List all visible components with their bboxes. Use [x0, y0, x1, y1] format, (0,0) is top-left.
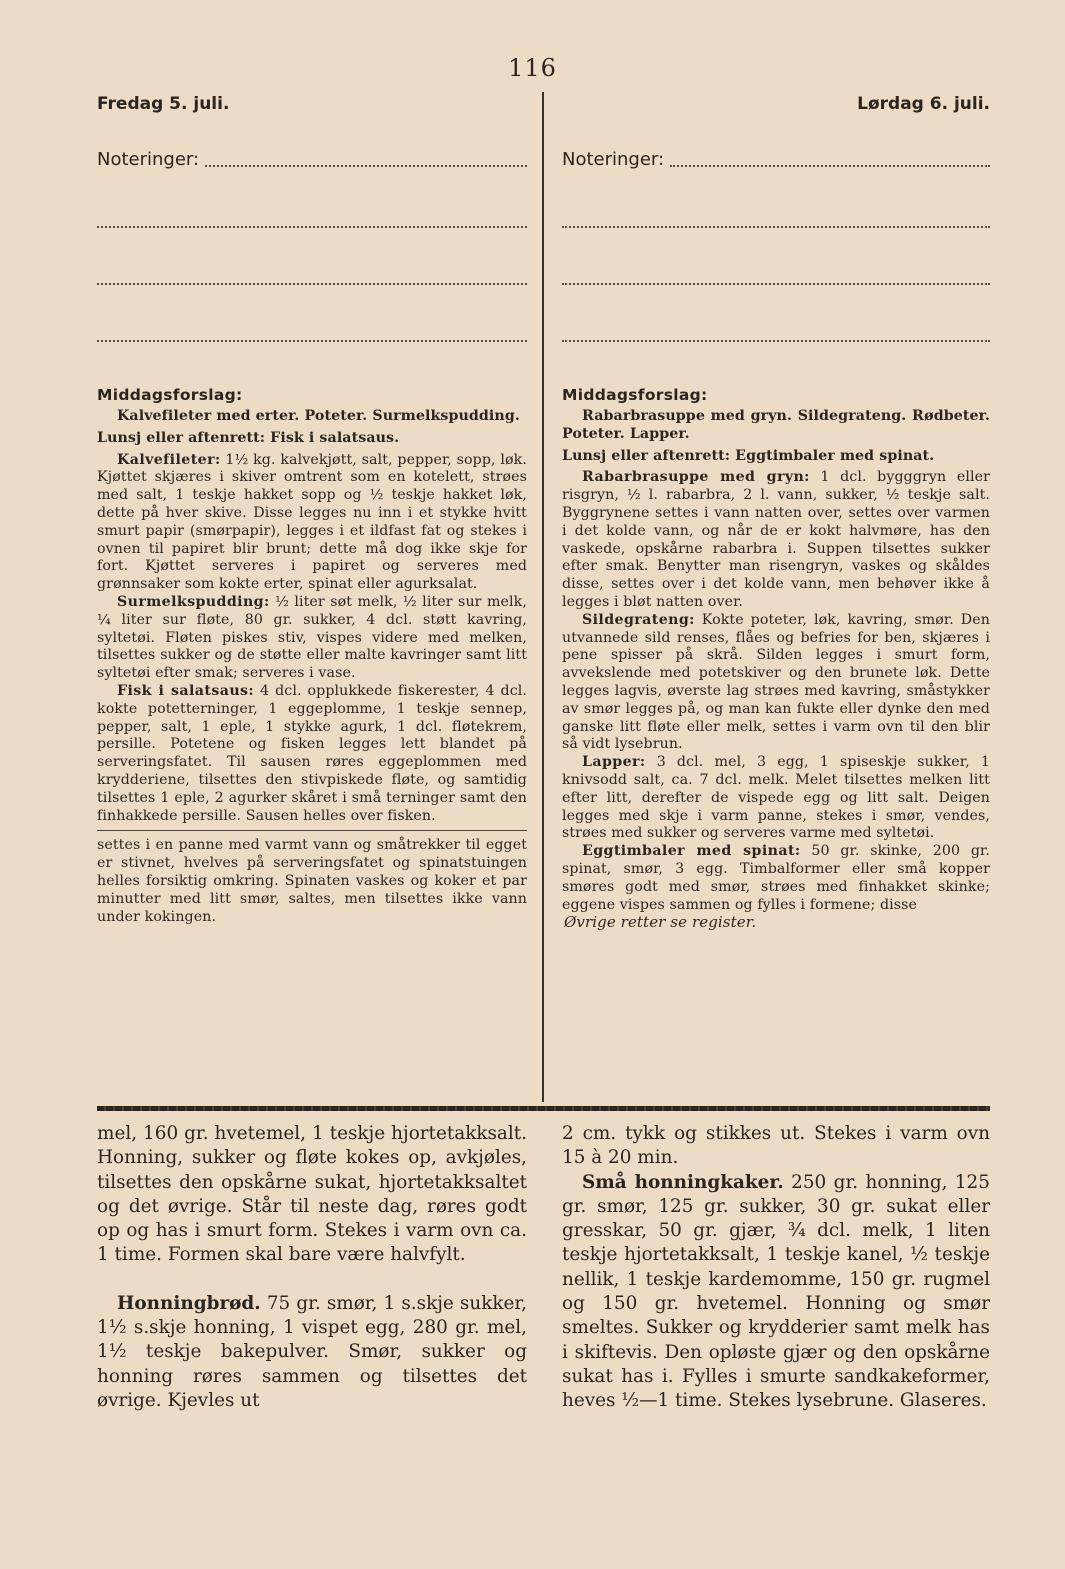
notes-field	[562, 148, 990, 172]
recipe	[562, 469, 990, 611]
recipe	[562, 612, 990, 754]
notes-label: Noteringer:	[562, 149, 665, 170]
dotted-line	[670, 165, 990, 167]
menu-label: Middagsforslag:	[97, 386, 243, 404]
recipe-title: Fisk i salatsaus:	[117, 682, 255, 699]
day-heading: Fredag 5. juli.	[97, 94, 230, 114]
paragraph: mel, 160 gr. hvetemel, 1 teskje hjortetakksalt. Honning, sukker og fløte kokes op, avkjøles, tilsettes den opskårne sukat, hjortetakksaltet og det øvrige. Står til neste dag, røres godt op og has i smurt form. Stekes i varm ovn ca. 1 time. Formen skal bare være halvfylt.	[97, 1123, 527, 1266]
menu-block	[562, 408, 990, 932]
recipe-title: Sildegrateng:	[582, 611, 695, 628]
recipe-text: 4 dcl. opplukkede fiskerester, 4 dcl. kokte potetterninger, 1 eggeplomme, 1 teskje sennep, pepper, salt, 1 eple, 1 stykke agurk, 1 dcl. fløtekrem, persille. Potetene og fisken legges lett blandet på serveringsfatet. Til sausen røres eggeplommen med krydderiene, tilsettes den stivpiskede fløte, og samtidig tilsettes 1 eple, 2 agurker skåret i små terninger samt den finhakkede persille. Sausen helles over fisken.	[97, 682, 527, 824]
left-column	[97, 90, 527, 926]
right-column	[562, 90, 990, 932]
recipe	[97, 1292, 527, 1413]
recipe	[97, 594, 527, 683]
dotted-line	[562, 281, 990, 285]
recipe-title: Små honningkaker.	[582, 1171, 784, 1193]
lunch-suggestion: Lunsj eller aftenrett: Eggtimbaler med spinat.	[562, 447, 935, 464]
recipe-text: ½ liter søt melk, ½ liter sur melk, ¼ liter sur fløte, 80 gr. sukker, 4 dcl. støtt kavring, syltetøi. Fløten piskes stiv, vispes videre med melken, tilsettes sukker og de støtte eller malte kavringer samt litt syltetøi efter smak; serveres i vase.	[97, 593, 527, 682]
recipe-text: Kokte poteter, løk, kavring, smør. Den utvannede sild renses, flåes og befries for ben, skjæres i pene spisser på skrå. Silden legges i smurt form, avvekslende med potetskiver og den brunete løk. Dette legges lagvis, øverste lag strøes med kavring, småstykker av smør legges på, og man kan fukte eller dynke den med ganske litt fløte eller melk, settes i varm ovn til den blir så vidt lysebrun.	[562, 611, 990, 753]
dotted-line	[205, 165, 527, 167]
dotted-line	[97, 224, 527, 228]
recipe-text: 1½ kg. kalvekjøtt, salt, pepper, sopp, løk. Kjøttet skjæres i skiver omtrent som en kotelett, strøes med salt, 1 teskje hakket sopp og ½ teskje hakket løk, dette på hver skive. Disse legges nu inn i et stykke hvitt smurt papir (smørpapir), legges i et ildfast fat og stekes i ovnen til papiret blir brunt; dette må dog ikke skje for fort. Kjøttet serveres i papiret og serveres med grønnsaker som kokte erter, spinat eller agurksalat.	[97, 451, 527, 593]
bottom-left-text	[97, 1122, 527, 1413]
recipe	[562, 754, 990, 843]
column-divider	[542, 92, 544, 1102]
recipe-text: 3 dcl. mel, 3 egg, 1 spiseskje sukker, 1 knivsodd salt, ca. 7 dcl. melk. Melet tilsettes melken litt efter litt, derefter de vispede egg og litt salt. Deigen legges med skje i varm panne, stekes i smør, vendes, strøes med sukker og serveres varme med syltetøi.	[562, 754, 990, 842]
notes-field	[97, 148, 527, 172]
bottom-right-text	[562, 1122, 990, 1414]
dotted-line	[97, 281, 527, 285]
lunch-suggestion: Lunsj eller aftenrett: Fisk i salatsaus.	[97, 429, 400, 446]
recipe-text: 250 gr. honning, 125 gr. smør, 125 gr. sukker, 30 gr. sukat eller gresskar, 50 gr. gjær, ¾ dcl. melk, 1 liten teskje hjortetakksalt, 1 teskje kanel, ½ teskje nellik, 1 teskje kardemomme, 150 gr. rugmel og 150 gr. hvetemel. Honning og smør smeltes. Sukker og krydderier samt melk has i skiftevis. Den opløste gjær og den opskårne sukat has i. Fylles i smurte sandkakeformer, heves ½—1 time. Stekes lysebrune. Glaseres.	[562, 1171, 990, 1412]
separator-line	[97, 830, 527, 831]
dotted-line	[562, 338, 990, 342]
recipe-title: Surmelkspudding:	[117, 593, 270, 610]
recipe-text: 50 gr. skinke, 200 gr. spinat, smør, 3 egg. Timbalformer eller små kopper smøres godt med smør, strøes med finhakket skinke; eggene vispes sammen og fylles i formene; disse	[562, 843, 990, 913]
recipe-text: 1 dcl. bygggryn eller risgryn, ½ l. rabarbra, 2 l. vann, sukker, ½ teskje salt. Byggrynene settes i vann natten over, settes over varmen i det kolde vann, og når de er kokt halvmøre, has den vaskede, opskårne rabarbra i. Suppen tilsettes sukker efter smak. Benytter man risengryn, vaskes og skåldes disse, settes over i det kolde vann, men behøver ikke å legges i bløt natten over.	[562, 469, 990, 610]
recipe	[562, 843, 990, 914]
register-note: Øvrige retter se register.	[564, 913, 757, 932]
section-divider	[97, 1106, 990, 1111]
recipe	[97, 683, 527, 825]
recipe	[562, 1171, 990, 1414]
recipe-title: Rabarbrasuppe med gryn:	[582, 469, 810, 486]
recipe	[97, 452, 527, 594]
menu-suggestion: Kalvefileter med erter. Poteter. Surmelkspudding.	[117, 408, 520, 424]
day-heading: Lørdag 6. juli.	[857, 94, 990, 114]
menu-label: Middagsforslag:	[562, 386, 708, 404]
page-number: 116	[508, 54, 557, 82]
notes-label: Noteringer:	[97, 149, 200, 170]
dotted-line	[562, 224, 990, 228]
menu-suggestion: Rabarbrasuppe med gryn. Sildegrateng. Rødbeter. Poteter. Lapper.	[562, 408, 990, 442]
recipe-text: 75 gr. smør, 1 s.skje sukker, 1½ s.skje honning, 1 vispet egg, 280 gr. mel, 1½ teskje bakepulver. Smør, sukker og honning røres sammen og tilsettes det øvrige. Kjevles ut	[97, 1292, 527, 1411]
dotted-line	[97, 338, 527, 342]
recipe-title: Lapper:	[582, 754, 646, 771]
paragraph: 2 cm. tykk og stikkes ut. Stekes i varm ovn 15 à 20 min.	[562, 1123, 990, 1169]
recipe-title: Kalvefileter:	[117, 451, 221, 468]
recipe-title: Honningbrød.	[117, 1292, 261, 1314]
recipe-title: Eggtimbaler med spinat:	[582, 843, 801, 860]
continuation-text: settes i en panne med varmt vann og småtrekker til egget er stivnet, hvelves på serveringsfatet og spinatstuingen helles forsiktig omkring. Spinaten vaskes og koker et par minutter med litt smør, saltes, men tilsettes ikke vann under kokingen.	[97, 837, 527, 925]
menu-block	[97, 408, 527, 926]
